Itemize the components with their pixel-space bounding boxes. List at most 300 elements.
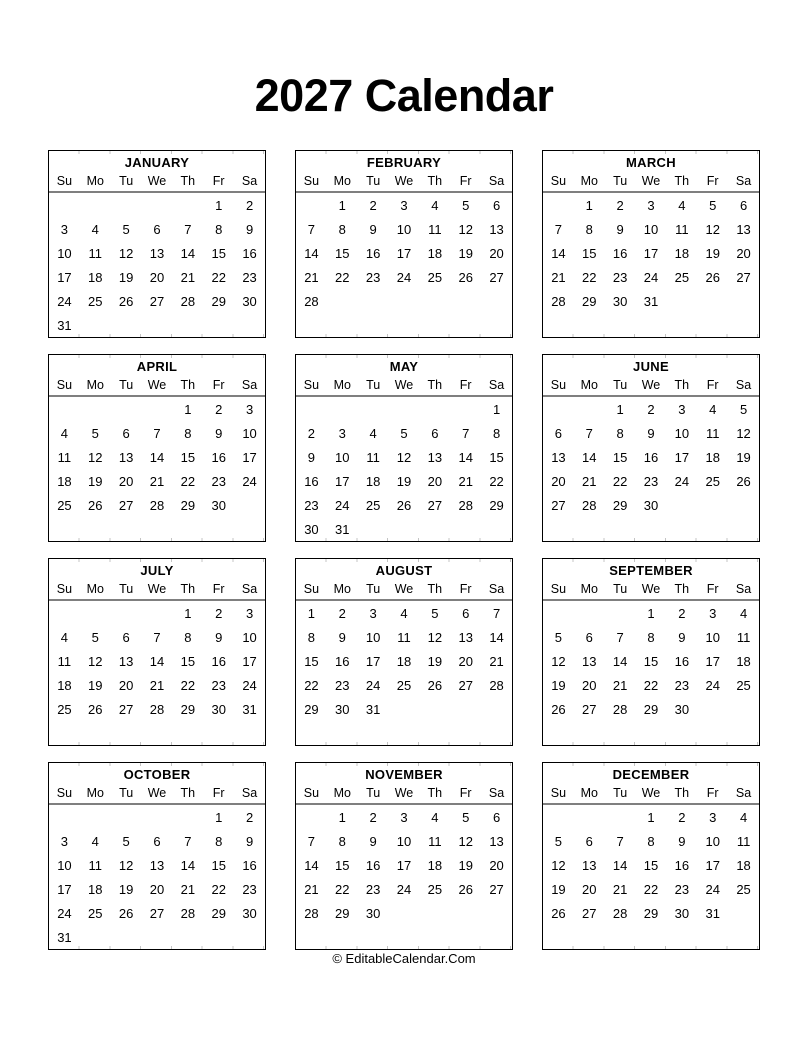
- weekday-header-row: [543, 784, 759, 805]
- day-cell: 27: [118, 497, 134, 513]
- day-cell: [666, 493, 697, 517]
- month-title: FEBRUARY: [366, 155, 442, 170]
- day-cell: 1: [215, 197, 223, 213]
- day-cell: 10: [242, 425, 257, 441]
- day-cell: 3: [400, 197, 408, 213]
- weekday-label: Fr: [212, 786, 225, 800]
- day-cell: [111, 721, 142, 745]
- weekday-label: Sa: [735, 378, 752, 392]
- day-cell: 20: [489, 857, 504, 873]
- day-cell: 27: [582, 905, 597, 921]
- day-cell: 17: [643, 245, 659, 261]
- month-title: SEPTEMBER: [609, 563, 693, 578]
- month-box: [295, 150, 513, 338]
- day-cell: [543, 193, 574, 217]
- day-cell: 3: [678, 401, 686, 417]
- day-cell: 25: [674, 269, 690, 285]
- weekday-label: Mo: [580, 582, 598, 596]
- month-days-grid: [543, 805, 759, 949]
- day-cell: 31: [705, 905, 720, 921]
- day-cell: [666, 517, 697, 541]
- day-cell: 23: [242, 269, 257, 285]
- day-cell: 18: [57, 677, 72, 693]
- day-cell: 1: [307, 605, 316, 621]
- day-cell: [296, 805, 327, 829]
- day-cell: [80, 721, 111, 745]
- day-cell: [389, 397, 420, 421]
- weekday-label: Fr: [459, 582, 472, 596]
- weekday-label: Mo: [86, 582, 104, 596]
- day-cell: [80, 193, 111, 217]
- day-cell: [543, 721, 574, 745]
- weekday-header-row: [49, 376, 265, 397]
- day-cell: 2: [369, 809, 377, 825]
- day-cell: 3: [369, 605, 377, 621]
- day-cell: 14: [612, 653, 628, 669]
- day-cell: 23: [674, 881, 690, 897]
- day-cell: 4: [91, 833, 99, 849]
- day-cell: 18: [88, 881, 103, 897]
- day-cell: 21: [180, 881, 196, 897]
- day-cell: 10: [335, 449, 350, 465]
- day-cell: [481, 313, 512, 337]
- weekday-label: Sa: [241, 582, 258, 596]
- day-cell: 29: [612, 497, 628, 513]
- weekday-label: Tu: [119, 378, 134, 392]
- day-cell: 31: [57, 929, 72, 945]
- weekday-label: Su: [56, 174, 73, 188]
- month-box: [295, 558, 513, 746]
- day-cell: 31: [643, 293, 659, 309]
- weekday-label: Su: [550, 174, 567, 188]
- month-title: DECEMBER: [612, 767, 690, 782]
- day-cell: [358, 397, 389, 421]
- day-cell: 10: [705, 833, 720, 849]
- day-cell: [697, 313, 728, 337]
- weekday-label: Su: [56, 786, 73, 800]
- day-cell: 16: [674, 653, 690, 669]
- day-cell: [111, 397, 142, 421]
- weekday-label: We: [641, 786, 661, 800]
- day-cell: 6: [462, 605, 470, 621]
- day-cell: [49, 721, 80, 745]
- day-cell: 10: [396, 221, 412, 237]
- day-cell: 22: [180, 677, 196, 693]
- day-cell: [728, 493, 759, 517]
- day-cell: [481, 925, 512, 949]
- day-cell: [327, 313, 358, 337]
- day-cell: 21: [489, 653, 504, 669]
- day-cell: 24: [365, 677, 381, 693]
- day-cell: 2: [245, 197, 254, 213]
- day-cell: 6: [585, 833, 593, 849]
- day-cell: 16: [365, 857, 381, 873]
- day-cell: [172, 805, 203, 829]
- day-cell: 5: [122, 221, 130, 237]
- day-cell: 7: [585, 425, 593, 441]
- day-cell: 11: [736, 833, 751, 849]
- day-cell: [450, 697, 481, 721]
- day-cell: 13: [118, 653, 134, 669]
- day-cell: 3: [400, 809, 408, 825]
- weekday-label: Mo: [86, 786, 104, 800]
- day-cell: 24: [242, 677, 257, 693]
- day-cell: 16: [304, 473, 319, 489]
- day-cell: 12: [118, 245, 134, 261]
- day-cell: 9: [678, 629, 686, 645]
- day-cell: 14: [551, 245, 566, 261]
- day-cell: [49, 397, 80, 421]
- day-cell: 28: [149, 701, 165, 717]
- day-cell: 8: [307, 629, 316, 645]
- day-cell: 19: [705, 245, 720, 261]
- day-cell: [450, 901, 481, 925]
- day-cell: 3: [709, 605, 717, 621]
- day-cell: 25: [427, 881, 443, 897]
- month-title: MAY: [389, 359, 419, 374]
- day-cell: [605, 601, 636, 625]
- day-cell: [574, 517, 605, 541]
- day-cell: [574, 313, 605, 337]
- day-cell: 9: [647, 425, 655, 441]
- weekday-label: Fr: [459, 378, 472, 392]
- day-cell: 20: [551, 473, 566, 489]
- day-cell: [172, 193, 203, 217]
- day-cell: 28: [612, 905, 628, 921]
- weekday-label: Fr: [706, 582, 719, 596]
- day-cell: 6: [153, 221, 161, 237]
- day-cell: 21: [458, 473, 473, 489]
- day-cell: 27: [489, 881, 504, 897]
- day-cell: 24: [643, 269, 659, 285]
- day-cell: 23: [211, 473, 226, 489]
- day-cell: 31: [242, 701, 257, 717]
- day-cell: [358, 517, 389, 541]
- day-cell: [419, 697, 450, 721]
- day-cell: 21: [304, 881, 319, 897]
- weekday-label: Sa: [488, 174, 505, 188]
- day-cell: 19: [551, 881, 566, 897]
- weekday-label: We: [394, 174, 414, 188]
- weekday-label: Mo: [86, 378, 104, 392]
- day-cell: [543, 601, 574, 625]
- day-cell: 8: [585, 221, 593, 237]
- day-cell: 11: [428, 833, 442, 849]
- day-cell: 18: [736, 857, 751, 873]
- day-cell: 4: [60, 629, 69, 645]
- day-cell: [111, 313, 142, 337]
- day-cell: 15: [643, 653, 659, 669]
- day-cell: 1: [647, 809, 655, 825]
- day-cell: 4: [739, 809, 748, 825]
- day-cell: [142, 601, 173, 625]
- day-cell: 9: [245, 833, 254, 849]
- weekday-header-row: [543, 580, 759, 601]
- day-cell: 14: [149, 653, 165, 669]
- day-cell: 19: [88, 473, 103, 489]
- day-cell: [296, 313, 327, 337]
- weekday-label: Sa: [241, 174, 258, 188]
- day-cell: 30: [242, 293, 257, 309]
- day-cell: [142, 193, 173, 217]
- day-cell: 22: [180, 473, 196, 489]
- day-cell: [80, 313, 111, 337]
- weekday-label: Su: [550, 786, 567, 800]
- day-cell: 16: [643, 449, 659, 465]
- day-cell: [389, 721, 420, 745]
- day-cell: 19: [458, 857, 473, 873]
- day-cell: 22: [643, 881, 659, 897]
- day-cell: [543, 925, 574, 949]
- day-cell: 24: [396, 269, 412, 285]
- day-cell: [543, 517, 574, 541]
- day-cell: 12: [551, 857, 566, 873]
- day-cell: [111, 517, 142, 541]
- day-cell: [697, 925, 728, 949]
- day-cell: 3: [245, 605, 254, 621]
- day-cell: 23: [674, 677, 690, 693]
- day-cell: [111, 805, 142, 829]
- day-cell: [605, 517, 636, 541]
- calendar-grid: [48, 150, 760, 950]
- day-cell: [697, 493, 728, 517]
- weekday-label: Sa: [488, 786, 505, 800]
- weekday-label: Mo: [580, 786, 598, 800]
- day-cell: 17: [705, 857, 720, 873]
- day-cell: 25: [88, 905, 103, 921]
- day-cell: 26: [736, 473, 751, 489]
- day-cell: 6: [153, 833, 161, 849]
- day-cell: 26: [88, 497, 103, 513]
- day-cell: 31: [57, 317, 72, 333]
- weekday-header-row: [296, 580, 512, 601]
- day-cell: 8: [215, 833, 223, 849]
- day-cell: 8: [338, 221, 346, 237]
- day-cell: [80, 925, 111, 949]
- day-cell: 5: [91, 425, 99, 441]
- footer-credit: © EditableCalendar.Com: [332, 951, 476, 966]
- day-cell: 20: [736, 245, 751, 261]
- day-cell: 25: [365, 497, 381, 513]
- month-days-grid: [49, 601, 265, 745]
- day-cell: [172, 721, 203, 745]
- day-cell: 6: [739, 197, 748, 213]
- day-cell: 29: [211, 293, 226, 309]
- day-cell: 3: [245, 401, 254, 417]
- day-cell: 8: [215, 221, 223, 237]
- day-cell: [389, 901, 420, 925]
- day-cell: 14: [582, 449, 597, 465]
- day-cell: [296, 721, 327, 745]
- day-cell: 13: [118, 449, 134, 465]
- day-cell: 17: [705, 653, 720, 669]
- day-cell: [389, 517, 420, 541]
- day-cell: [296, 925, 327, 949]
- day-cell: 28: [304, 293, 319, 309]
- weekday-label: Sa: [735, 786, 752, 800]
- day-cell: 9: [369, 221, 377, 237]
- day-cell: 16: [211, 653, 226, 669]
- day-cell: 22: [211, 881, 226, 897]
- day-cell: 17: [674, 449, 690, 465]
- day-cell: 10: [674, 425, 690, 441]
- day-cell: 22: [304, 677, 319, 693]
- weekday-label: Th: [180, 582, 196, 596]
- day-cell: [419, 901, 450, 925]
- day-cell: 17: [57, 269, 72, 285]
- weekday-label: Tu: [119, 174, 134, 188]
- weekday-label: Sa: [488, 378, 505, 392]
- weekday-label: Th: [427, 786, 443, 800]
- month-title: APRIL: [136, 359, 178, 374]
- day-cell: 20: [582, 677, 597, 693]
- day-cell: 7: [492, 605, 501, 621]
- day-cell: [142, 721, 173, 745]
- day-cell: [543, 397, 574, 421]
- day-cell: 12: [458, 221, 473, 237]
- weekday-label: We: [641, 378, 661, 392]
- weekday-header-row: [296, 376, 512, 397]
- weekday-label: Sa: [241, 378, 258, 392]
- day-cell: 27: [582, 701, 597, 717]
- day-cell: 5: [554, 833, 563, 849]
- day-cell: [419, 397, 450, 421]
- day-cell: 23: [365, 881, 381, 897]
- day-cell: 11: [675, 221, 689, 237]
- day-cell: 17: [242, 653, 257, 669]
- day-cell: 8: [647, 833, 655, 849]
- weekday-label: Tu: [366, 786, 381, 800]
- day-cell: 21: [149, 677, 165, 693]
- day-cell: 28: [180, 293, 196, 309]
- day-cell: 17: [396, 245, 412, 261]
- day-cell: 17: [57, 881, 72, 897]
- day-cell: 21: [582, 473, 597, 489]
- day-cell: 20: [118, 677, 134, 693]
- month-box: [48, 354, 266, 542]
- day-cell: 6: [122, 629, 130, 645]
- day-cell: [358, 925, 389, 949]
- day-cell: 2: [647, 401, 655, 417]
- day-cell: 20: [427, 473, 443, 489]
- day-cell: [728, 901, 759, 925]
- weekday-label: Mo: [333, 786, 351, 800]
- day-cell: 3: [60, 221, 69, 237]
- day-cell: [666, 925, 697, 949]
- day-cell: 6: [492, 197, 501, 213]
- day-cell: 16: [365, 245, 381, 261]
- weekday-label: We: [147, 786, 167, 800]
- day-cell: [605, 805, 636, 829]
- day-cell: 27: [551, 497, 566, 513]
- day-cell: 12: [458, 833, 473, 849]
- weekday-label: Th: [674, 582, 690, 596]
- weekday-label: Th: [180, 174, 196, 188]
- day-cell: [450, 721, 481, 745]
- month-days-grid: [49, 193, 265, 337]
- day-cell: 13: [582, 653, 597, 669]
- day-cell: 5: [431, 605, 439, 621]
- day-cell: 2: [369, 197, 377, 213]
- day-cell: [481, 289, 512, 313]
- day-cell: 9: [307, 449, 316, 465]
- day-cell: 12: [88, 449, 103, 465]
- month-title: JANUARY: [124, 155, 190, 170]
- weekday-label: Tu: [366, 174, 381, 188]
- weekday-label: Tu: [366, 582, 381, 596]
- day-cell: 7: [554, 221, 563, 237]
- weekday-label: Fr: [459, 174, 472, 188]
- day-cell: 11: [88, 857, 103, 873]
- day-cell: 5: [122, 833, 130, 849]
- day-cell: 11: [397, 629, 411, 645]
- weekday-label: Fr: [706, 174, 719, 188]
- day-cell: 14: [180, 857, 196, 873]
- day-cell: 12: [736, 425, 751, 441]
- day-cell: 29: [643, 701, 659, 717]
- day-cell: 18: [88, 269, 103, 285]
- day-cell: 15: [335, 245, 350, 261]
- day-cell: 28: [551, 293, 566, 309]
- day-cell: [666, 721, 697, 745]
- day-cell: [697, 289, 728, 313]
- day-cell: [728, 517, 759, 541]
- day-cell: 11: [57, 449, 72, 465]
- weekday-label: Sa: [241, 786, 258, 800]
- day-cell: [80, 397, 111, 421]
- day-cell: [80, 517, 111, 541]
- day-cell: [419, 721, 450, 745]
- day-cell: 30: [211, 701, 226, 717]
- day-cell: 18: [365, 473, 381, 489]
- day-cell: [203, 517, 234, 541]
- day-cell: 26: [705, 269, 720, 285]
- day-cell: 28: [489, 677, 504, 693]
- weekday-label: Th: [674, 378, 690, 392]
- day-cell: 20: [458, 653, 473, 669]
- day-cell: 21: [612, 677, 628, 693]
- day-cell: 27: [458, 677, 473, 693]
- day-cell: 13: [458, 629, 473, 645]
- day-cell: 29: [180, 497, 196, 513]
- day-cell: 30: [304, 521, 319, 537]
- day-cell: 5: [462, 809, 470, 825]
- month-days-grid: [543, 193, 759, 337]
- day-cell: 2: [245, 809, 254, 825]
- day-cell: [327, 289, 358, 313]
- day-cell: 29: [335, 905, 350, 921]
- day-cell: 8: [338, 833, 346, 849]
- day-cell: 15: [180, 653, 196, 669]
- day-cell: 6: [492, 809, 501, 825]
- day-cell: [389, 925, 420, 949]
- weekday-label: Th: [674, 786, 690, 800]
- day-cell: 24: [705, 881, 720, 897]
- day-cell: 1: [215, 809, 223, 825]
- day-cell: 24: [57, 905, 72, 921]
- month-days-grid: [49, 397, 265, 541]
- day-cell: [234, 517, 265, 541]
- day-cell: 15: [612, 449, 628, 465]
- day-cell: 1: [492, 401, 501, 417]
- day-cell: 13: [149, 857, 165, 873]
- day-cell: [419, 313, 450, 337]
- day-cell: 13: [149, 245, 165, 261]
- day-cell: 4: [369, 425, 377, 441]
- day-cell: 5: [91, 629, 99, 645]
- month-box: [542, 354, 760, 542]
- day-cell: 30: [612, 293, 628, 309]
